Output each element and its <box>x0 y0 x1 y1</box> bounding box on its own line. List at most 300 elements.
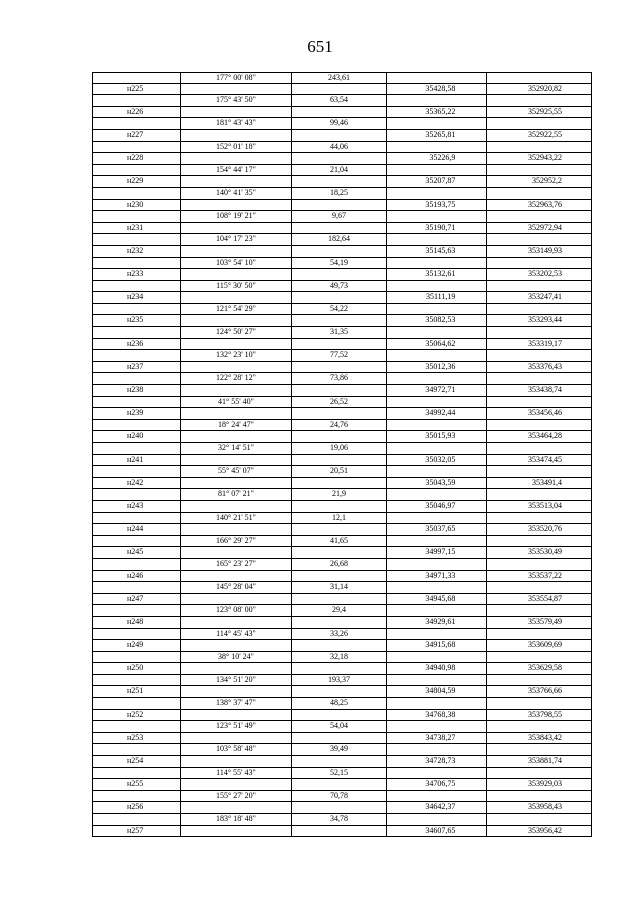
point-id-cell <box>93 304 181 315</box>
x-cell <box>387 211 488 222</box>
angle-cell <box>181 478 292 489</box>
table-row <box>92 200 592 212</box>
angle-cell: 140° 41' 35" <box>181 188 292 199</box>
point-id-cell <box>93 373 181 384</box>
x-cell <box>387 304 488 315</box>
y-cell: 353766,66 <box>528 686 562 696</box>
angle-cell <box>181 779 292 790</box>
length-cell: 49,73 <box>292 281 387 292</box>
length-cell <box>292 339 387 350</box>
point-id-cell: н236 <box>93 339 181 350</box>
x-cell <box>387 744 488 755</box>
length-cell <box>292 710 387 721</box>
table-row <box>92 663 592 675</box>
point-id-cell: н240 <box>93 431 181 442</box>
y-cell <box>487 258 591 269</box>
angle-cell: 108° 19' 21" <box>181 211 292 222</box>
angle-cell: 18° 24' 47" <box>181 420 292 431</box>
point-id-cell <box>93 582 181 593</box>
x-cell: 34929,61 <box>387 617 488 628</box>
point-id-cell: н227 <box>93 130 181 141</box>
table-row <box>92 281 592 293</box>
angle-cell: 103° 54' 10" <box>181 258 292 269</box>
angle-cell: 122° 28' 12" <box>181 373 292 384</box>
y-cell <box>487 536 591 547</box>
x-cell <box>387 605 488 616</box>
length-cell: 182,64 <box>292 234 387 245</box>
table-row <box>92 640 592 652</box>
length-cell <box>292 826 387 837</box>
angle-cell <box>181 269 292 280</box>
y-cell <box>487 791 591 802</box>
angle-cell: 124° 50' 27" <box>181 327 292 338</box>
angle-cell <box>181 339 292 350</box>
y-cell: 353629,58 <box>528 663 562 673</box>
angle-cell <box>181 84 292 95</box>
y-cell <box>487 582 591 593</box>
x-cell <box>387 443 488 454</box>
table-row <box>92 142 592 154</box>
length-cell: 63,54 <box>292 95 387 106</box>
length-cell: 54,04 <box>292 721 387 732</box>
y-cell: 353798,55 <box>528 709 562 719</box>
point-id-cell <box>93 211 181 222</box>
x-cell: 35428,58 <box>387 84 488 95</box>
length-cell: 21,04 <box>292 165 387 176</box>
point-id-cell <box>93 258 181 269</box>
y-cell <box>487 559 591 570</box>
x-cell <box>387 675 488 686</box>
table-row <box>92 686 592 698</box>
table-row <box>92 188 592 200</box>
x-cell <box>387 582 488 593</box>
angle-cell <box>181 362 292 373</box>
y-cell: 352922,55 <box>528 129 562 139</box>
y-cell: 353202,53 <box>528 269 562 279</box>
y-cell <box>487 489 591 500</box>
angle-cell: 123° 51' 49" <box>181 721 292 732</box>
point-id-cell <box>93 559 181 570</box>
table-row <box>92 629 592 641</box>
y-cell: 353491,4 <box>532 477 562 487</box>
table-row <box>92 571 592 583</box>
point-id-cell: н245 <box>93 547 181 558</box>
length-cell <box>292 640 387 651</box>
table-row <box>92 385 592 397</box>
point-id-cell: н249 <box>93 640 181 651</box>
point-id-cell: н231 <box>93 223 181 234</box>
angle-cell <box>181 802 292 813</box>
x-cell: 34738,27 <box>387 733 488 744</box>
table-row <box>92 710 592 722</box>
table-row <box>92 246 592 258</box>
x-cell <box>387 536 488 547</box>
x-cell <box>387 559 488 570</box>
angle-cell: 165° 23' 27" <box>181 559 292 570</box>
length-cell <box>292 686 387 697</box>
point-id-cell: н254 <box>93 756 181 767</box>
point-id-cell <box>93 142 181 153</box>
point-id-cell <box>93 652 181 663</box>
x-cell: 35046,97 <box>387 501 488 512</box>
point-id-cell: н252 <box>93 710 181 721</box>
angle-cell: 114° 45' 43" <box>181 629 292 640</box>
x-cell <box>387 118 488 129</box>
y-cell: 353520,76 <box>528 524 562 534</box>
point-id-cell: н244 <box>93 524 181 535</box>
x-cell: 35082,53 <box>387 315 488 326</box>
angle-cell <box>181 826 292 837</box>
angle-cell: 132° 23' 10" <box>181 350 292 361</box>
length-cell <box>292 408 387 419</box>
y-cell: 353247,41 <box>528 292 562 302</box>
angle-cell <box>181 246 292 257</box>
x-cell: 34940,98 <box>387 663 488 674</box>
point-id-cell <box>93 188 181 199</box>
point-id-cell: н237 <box>93 362 181 373</box>
angle-cell <box>181 617 292 628</box>
angle-cell: 183° 18' 48" <box>181 814 292 825</box>
length-cell: 48,25 <box>292 698 387 709</box>
length-cell <box>292 292 387 303</box>
y-cell <box>487 721 591 732</box>
y-cell: 352952,2 <box>532 176 562 186</box>
point-id-cell <box>93 443 181 454</box>
table-row <box>92 536 592 548</box>
point-id-cell <box>93 327 181 338</box>
x-cell: 34706,75 <box>387 779 488 790</box>
point-id-cell <box>93 95 181 106</box>
x-cell: 35207,87 <box>387 176 488 187</box>
y-cell <box>487 698 591 709</box>
angle-cell <box>181 292 292 303</box>
point-id-cell: н234 <box>93 292 181 303</box>
angle-cell <box>181 176 292 187</box>
table-row <box>92 292 592 304</box>
table-row <box>92 176 592 188</box>
y-cell: 353537,22 <box>528 570 562 580</box>
angle-cell: 38° 10' 24" <box>181 652 292 663</box>
x-cell: 35265,81 <box>387 130 488 141</box>
table-row <box>92 339 592 351</box>
y-cell <box>487 165 591 176</box>
length-cell <box>292 733 387 744</box>
length-cell: 243,61 <box>292 73 387 83</box>
point-id-cell: н225 <box>93 84 181 95</box>
table-row <box>92 478 592 490</box>
y-cell <box>487 350 591 361</box>
y-cell: 352943,22 <box>528 153 562 163</box>
length-cell: 26,68 <box>292 559 387 570</box>
point-id-cell: н250 <box>93 663 181 674</box>
length-cell <box>292 594 387 605</box>
table-row <box>92 258 592 270</box>
table-row <box>92 431 592 443</box>
y-cell: 352920,82 <box>528 83 562 93</box>
x-cell: 35012,36 <box>387 362 488 373</box>
angle-cell <box>181 153 292 164</box>
point-id-cell: н238 <box>93 385 181 396</box>
y-cell <box>487 744 591 755</box>
table-row <box>92 744 592 756</box>
length-cell <box>292 84 387 95</box>
point-id-cell: н246 <box>93 571 181 582</box>
table-row <box>92 756 592 768</box>
angle-cell: 121° 54' 29" <box>181 304 292 315</box>
table-row <box>92 165 592 177</box>
point-id-cell <box>93 489 181 500</box>
length-cell: 41,65 <box>292 536 387 547</box>
angle-cell: 41° 55' 40" <box>181 397 292 408</box>
table-row <box>92 594 592 606</box>
angle-cell: 175° 43' 50" <box>181 95 292 106</box>
y-cell <box>487 304 591 315</box>
point-id-cell <box>93 721 181 732</box>
length-cell: 54,22 <box>292 304 387 315</box>
table-row <box>92 513 592 525</box>
angle-cell: 154° 44' 17" <box>181 165 292 176</box>
angle-cell <box>181 756 292 767</box>
point-id-cell <box>93 350 181 361</box>
y-cell <box>487 513 591 524</box>
length-cell <box>292 200 387 211</box>
y-cell <box>487 768 591 779</box>
angle-cell <box>181 733 292 744</box>
angle-cell: 181° 43' 43" <box>181 118 292 129</box>
length-cell <box>292 362 387 373</box>
y-cell: 353293,44 <box>528 315 562 325</box>
length-cell <box>292 663 387 674</box>
angle-cell: 177° 00' 08" <box>181 73 292 83</box>
length-cell: 52,15 <box>292 768 387 779</box>
y-cell <box>487 443 591 454</box>
x-cell: 34804,59 <box>387 686 488 697</box>
length-cell: 39,49 <box>292 744 387 755</box>
angle-cell: 55° 45' 07" <box>181 466 292 477</box>
table-row <box>92 524 592 536</box>
y-cell: 353579,49 <box>528 616 562 626</box>
table-row <box>92 118 592 130</box>
x-cell: 35032,05 <box>387 455 488 466</box>
table-row <box>92 802 592 814</box>
length-cell <box>292 431 387 442</box>
point-id-cell: н232 <box>93 246 181 257</box>
point-id-cell <box>93 675 181 686</box>
length-cell <box>292 455 387 466</box>
angle-cell <box>181 431 292 442</box>
angle-cell: 138° 37' 47" <box>181 698 292 709</box>
x-cell <box>387 489 488 500</box>
table-row <box>92 397 592 409</box>
length-cell: 31,14 <box>292 582 387 593</box>
y-cell <box>487 397 591 408</box>
point-id-cell: н247 <box>93 594 181 605</box>
y-cell: 353319,17 <box>528 338 562 348</box>
length-cell: 18,25 <box>292 188 387 199</box>
point-id-cell <box>93 536 181 547</box>
table-row <box>92 733 592 745</box>
x-cell: 35226,9 <box>387 153 488 164</box>
y-cell <box>487 675 591 686</box>
angle-cell: 134° 51' 20" <box>181 675 292 686</box>
point-id-cell: н226 <box>93 107 181 118</box>
x-cell: 34607,65 <box>387 826 488 837</box>
angle-cell: 115° 30' 50" <box>181 281 292 292</box>
length-cell <box>292 756 387 767</box>
angle-cell: 152° 01' 18" <box>181 142 292 153</box>
y-cell: 353149,93 <box>528 245 562 255</box>
y-cell <box>487 373 591 384</box>
length-cell <box>292 385 387 396</box>
y-cell: 353554,87 <box>528 593 562 603</box>
table-row <box>92 721 592 733</box>
length-cell: 34,78 <box>292 814 387 825</box>
table-row <box>92 547 592 559</box>
y-cell: 352972,94 <box>528 222 562 232</box>
angle-cell <box>181 571 292 582</box>
page-number: 651 <box>307 37 333 56</box>
length-cell <box>292 802 387 813</box>
table-row <box>92 95 592 107</box>
table-row <box>92 501 592 513</box>
angle-cell: 103° 58' 48" <box>181 744 292 755</box>
x-cell <box>387 188 488 199</box>
table-row <box>92 408 592 420</box>
coordinates-table <box>92 72 592 837</box>
point-id-cell <box>93 73 181 83</box>
length-cell: 54,19 <box>292 258 387 269</box>
point-id-cell <box>93 165 181 176</box>
angle-cell: 114° 55' 43" <box>181 768 292 779</box>
y-cell: 353956,42 <box>528 825 562 835</box>
length-cell: 33,26 <box>292 629 387 640</box>
table-row <box>92 373 592 385</box>
y-cell: 353456,46 <box>528 408 562 418</box>
table-row <box>92 223 592 235</box>
y-cell: 353513,04 <box>528 500 562 510</box>
x-cell <box>387 652 488 663</box>
point-id-cell <box>93 605 181 616</box>
point-id-cell <box>93 629 181 640</box>
point-id-cell <box>93 466 181 477</box>
table-row <box>92 327 592 339</box>
x-cell <box>387 466 488 477</box>
x-cell <box>387 327 488 338</box>
table-row <box>92 466 592 478</box>
angle-cell <box>181 223 292 234</box>
length-cell: 70,78 <box>292 791 387 802</box>
x-cell: 35037,65 <box>387 524 488 535</box>
x-cell <box>387 814 488 825</box>
length-cell <box>292 478 387 489</box>
point-id-cell: н241 <box>93 455 181 466</box>
y-cell <box>487 142 591 153</box>
point-id-cell: н228 <box>93 153 181 164</box>
point-id-cell <box>93 768 181 779</box>
x-cell <box>387 165 488 176</box>
point-id-cell <box>93 744 181 755</box>
point-id-cell <box>93 698 181 709</box>
x-cell: 34728,73 <box>387 756 488 767</box>
table-row <box>92 779 592 791</box>
length-cell <box>292 246 387 257</box>
point-id-cell: н243 <box>93 501 181 512</box>
length-cell: 19,06 <box>292 443 387 454</box>
point-id-cell: н230 <box>93 200 181 211</box>
table-row <box>92 826 592 838</box>
point-id-cell <box>93 420 181 431</box>
point-id-cell: н253 <box>93 733 181 744</box>
table-row <box>92 350 592 362</box>
table-row <box>92 605 592 617</box>
point-id-cell <box>93 281 181 292</box>
table-row <box>92 107 592 119</box>
point-id-cell: н257 <box>93 826 181 837</box>
y-cell <box>487 652 591 663</box>
angle-cell <box>181 107 292 118</box>
table-row <box>92 582 592 594</box>
point-id-cell <box>93 397 181 408</box>
table-row <box>92 768 592 780</box>
y-cell <box>487 466 591 477</box>
point-id-cell <box>93 513 181 524</box>
y-cell <box>487 420 591 431</box>
x-cell: 34972,71 <box>387 385 488 396</box>
x-cell <box>387 234 488 245</box>
table-row <box>92 130 592 142</box>
length-cell <box>292 571 387 582</box>
x-cell: 35365,22 <box>387 107 488 118</box>
length-cell <box>292 153 387 164</box>
y-cell <box>487 211 591 222</box>
angle-cell: 140° 21' 51" <box>181 513 292 524</box>
angle-cell <box>181 408 292 419</box>
angle-cell <box>181 315 292 326</box>
table-row <box>92 559 592 571</box>
x-cell <box>387 513 488 524</box>
y-cell <box>487 234 591 245</box>
point-id-cell <box>93 234 181 245</box>
y-cell: 353843,42 <box>528 732 562 742</box>
x-cell: 35043,59 <box>387 478 488 489</box>
table-row <box>92 489 592 501</box>
x-cell <box>387 791 488 802</box>
angle-cell <box>181 686 292 697</box>
y-cell <box>487 188 591 199</box>
point-id-cell: н233 <box>93 269 181 280</box>
angle-cell <box>181 385 292 396</box>
table-row <box>92 443 592 455</box>
length-cell <box>292 617 387 628</box>
y-cell: 353474,45 <box>528 454 562 464</box>
point-id-cell: н251 <box>93 686 181 697</box>
length-cell: 21,9 <box>292 489 387 500</box>
angle-cell <box>181 640 292 651</box>
x-cell: 35111,19 <box>387 292 488 303</box>
angle-cell: 166° 29' 27" <box>181 536 292 547</box>
table-row <box>92 72 592 84</box>
length-cell: 29,4 <box>292 605 387 616</box>
table-row <box>92 304 592 316</box>
length-cell <box>292 315 387 326</box>
length-cell <box>292 779 387 790</box>
x-cell: 34768,38 <box>387 710 488 721</box>
length-cell: 44,06 <box>292 142 387 153</box>
y-cell <box>487 95 591 106</box>
table-row <box>92 814 592 826</box>
table-row <box>92 234 592 246</box>
length-cell: 31,35 <box>292 327 387 338</box>
